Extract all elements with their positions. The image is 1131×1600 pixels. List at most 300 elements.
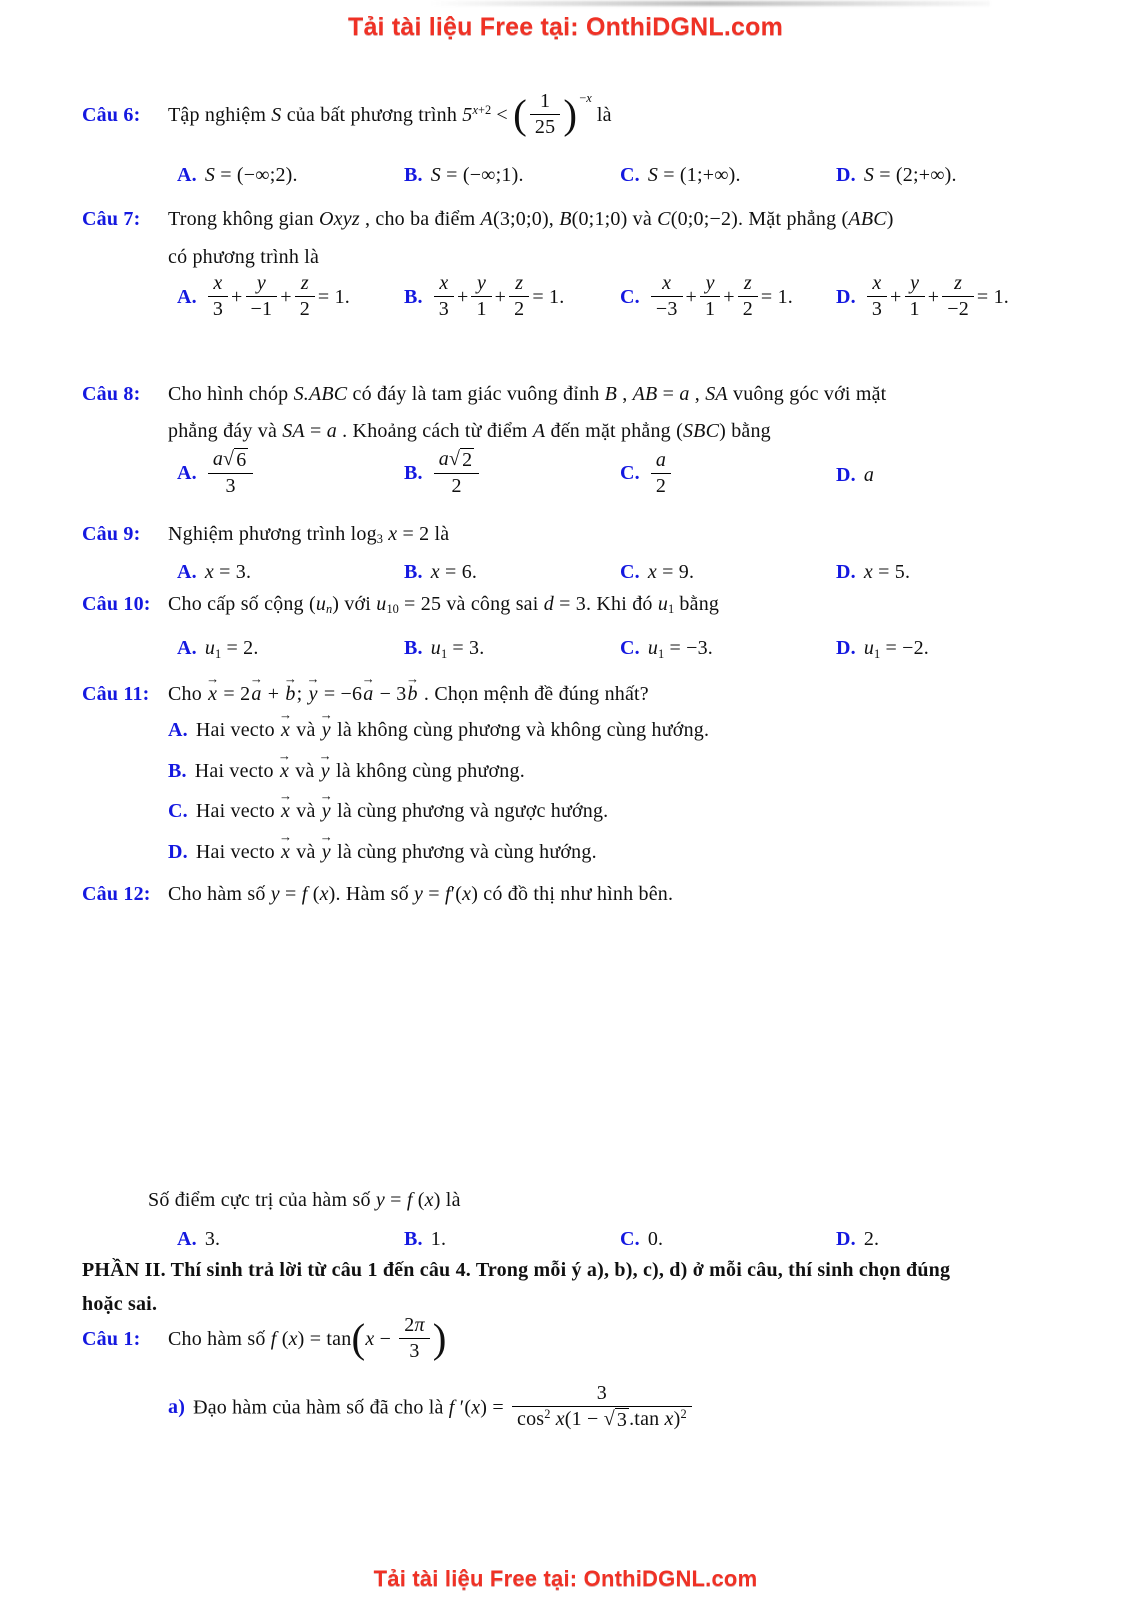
fraction-denominator — [471, 297, 491, 321]
math-vector — [278, 828, 293, 866]
math-var: x — [319, 883, 329, 905]
text-run: đến mặt phẳng — [545, 420, 677, 442]
text-run: bằng — [726, 420, 771, 442]
scan-artifact — [430, 1, 990, 6]
fraction-numerator — [295, 272, 315, 297]
text-run: có đồ thị như hình bên. — [478, 883, 674, 905]
fraction-denominator — [905, 297, 925, 321]
text-run: vuông góc với mặt — [727, 383, 887, 405]
text-run: ′( — [454, 1396, 472, 1419]
text-run: ) — [328, 883, 336, 905]
math-var: C — [657, 208, 671, 230]
vector-arrow-icon: → — [278, 828, 293, 844]
math-var: y — [321, 719, 331, 741]
text-run: 2. — [863, 1228, 880, 1251]
text-run: PHẦN II. Thí sinh trả lời từ câu 1 đến câu 4. Trong mỗi ý a), b), c), d) ở mỗi câu, thí sinh chọn đúng — [82, 1259, 951, 1281]
math-var: u — [430, 637, 441, 660]
math-var: y — [375, 1189, 385, 1211]
radicand — [234, 448, 248, 471]
radical-sign-icon: √ — [223, 448, 235, 471]
text-run: = (1;+∞). — [658, 164, 741, 187]
option-B — [404, 274, 620, 323]
math-var: b — [285, 683, 296, 705]
open-paren: ( — [351, 1314, 366, 1361]
math-vector — [283, 670, 298, 708]
option-C — [620, 558, 836, 586]
question-cau8 — [0, 380, 1131, 408]
math-var: x — [281, 841, 291, 863]
options-cau6 — [177, 160, 957, 189]
text-run: = (2;+∞). — [874, 164, 957, 187]
fraction-denominator — [246, 297, 278, 321]
math-var: A — [480, 208, 493, 230]
text-run: . Hàm số — [335, 883, 414, 905]
math-var: B — [604, 383, 618, 405]
math-var: a — [863, 463, 875, 486]
question-text — [168, 380, 1131, 408]
radicand — [460, 448, 474, 471]
fraction-denominator — [738, 297, 758, 321]
text-run: bằng — [674, 593, 720, 615]
text-run: (3;0;0), — [492, 208, 560, 230]
text-run: 3 — [438, 298, 449, 321]
fraction-numerator — [512, 1382, 692, 1407]
text-run: = −6 — [318, 683, 363, 705]
text-run: và — [291, 800, 321, 822]
question-text — [168, 670, 1131, 708]
text-run: ( — [307, 883, 320, 905]
option-D — [836, 274, 1009, 323]
question-label: Câu 1: — [82, 1328, 141, 1351]
text-run: 1. — [430, 1228, 447, 1251]
text-run: (0;0;−2) — [670, 208, 739, 230]
math-var: x — [430, 561, 440, 584]
text-run: = 1. — [760, 286, 793, 309]
math-var: x — [863, 561, 873, 584]
statement-p2-cau1-a — [168, 1384, 695, 1433]
math-sqrt — [223, 448, 248, 471]
text-run: 1 — [215, 646, 222, 661]
text-run: ) — [719, 420, 726, 442]
text-run: Đạo hàm của hàm số đã cho là — [193, 1396, 449, 1419]
text-run: = 1. — [317, 286, 350, 309]
question-label: Câu 10: — [82, 593, 151, 615]
text-run: 3 — [616, 1409, 628, 1432]
text-run: là cùng phương và ngược hướng. — [331, 800, 609, 822]
text-run: 3 — [212, 298, 224, 321]
text-run: (0;1;0) — [571, 208, 628, 230]
question-cau12 — [0, 880, 1131, 908]
math-var: S — [647, 164, 659, 187]
option-letter: B. — [404, 561, 423, 584]
math-var: SA — [282, 420, 305, 442]
option-letter: C. — [620, 637, 640, 660]
text-run: = −3. — [664, 637, 714, 660]
option-letter: C. — [168, 800, 188, 822]
fraction-numerator — [509, 272, 529, 297]
math-fraction — [434, 272, 454, 321]
text-run: 2 — [299, 298, 310, 321]
math-vector — [318, 747, 332, 785]
question-label: Câu 11: — [82, 683, 150, 705]
text-run: ( — [412, 1189, 425, 1211]
fraction-denominator — [867, 297, 887, 321]
option-letter: A. — [177, 561, 197, 584]
option-letter: A. — [177, 637, 197, 660]
math-var: f — [270, 1328, 277, 1351]
math-var: a — [326, 420, 337, 442]
math-fraction — [471, 272, 491, 321]
math-var: b — [407, 683, 418, 705]
math-var: B — [559, 208, 572, 230]
option-letter: C. — [620, 1228, 640, 1251]
text-run: + — [685, 286, 698, 309]
option-A — [177, 634, 404, 662]
math-var: f — [448, 1396, 455, 1419]
text-run: 2 — [655, 474, 667, 497]
subscript — [215, 647, 221, 661]
math-var: S — [204, 164, 216, 187]
text-run: +2 — [477, 102, 492, 117]
text-run: = 5. — [872, 561, 911, 584]
text-run: + — [927, 286, 940, 309]
option-letter: C. — [620, 286, 640, 309]
math-var: S.ABC — [293, 383, 348, 405]
math-fraction — [651, 449, 671, 498]
math-var: A — [532, 420, 546, 442]
option-letter: D. — [836, 463, 856, 486]
fraction-numerator — [208, 272, 228, 297]
text-run: = 1. — [532, 286, 565, 309]
text-run: + — [723, 286, 735, 309]
text-run: 3 — [596, 1382, 607, 1405]
math-var: a — [363, 683, 374, 705]
fraction-denominator — [942, 297, 974, 321]
footer-banner-text: Tải tài liệu Free tại: OnthiDGNL.com — [373, 1566, 758, 1591]
text-run: 3 — [376, 532, 383, 547]
math-vector — [319, 787, 334, 825]
math-var: a — [251, 683, 262, 705]
options-cau9 — [177, 557, 910, 586]
option-letter: A. — [177, 286, 197, 309]
text-run: = 3. Khi đó — [553, 593, 658, 615]
math-vector — [278, 706, 293, 744]
fraction-numerator — [651, 449, 671, 474]
text-run: là cùng phương và cùng hướng. — [331, 841, 597, 863]
math-fraction — [208, 272, 228, 321]
option-letter: D. — [836, 561, 856, 584]
option-B — [404, 634, 620, 662]
question-cau10 — [0, 590, 1131, 618]
math-var: x — [664, 1408, 674, 1431]
math-fraction — [905, 272, 925, 321]
math-var: z — [954, 272, 963, 295]
math-var: f — [444, 883, 451, 905]
text-run: và — [291, 719, 321, 741]
option-letter: A. — [177, 1228, 197, 1251]
math-var: x — [288, 1328, 298, 1351]
math-var: a — [212, 448, 224, 471]
math-var: S — [430, 164, 441, 187]
math-var: x — [208, 683, 218, 705]
math-var: x — [462, 883, 472, 905]
math-var: y — [320, 760, 330, 782]
math-fraction — [295, 272, 315, 321]
fraction-denominator — [512, 1407, 692, 1431]
question-text — [168, 880, 1131, 908]
math-vector — [361, 670, 376, 708]
vector-arrow-icon: → — [319, 828, 334, 844]
text-run: 10 — [386, 602, 399, 617]
math-var: x — [279, 760, 290, 782]
superscript — [579, 91, 592, 105]
text-run: 0. — [647, 1228, 664, 1251]
text-run: − 3 — [374, 683, 407, 705]
text-run: −1 — [250, 298, 273, 321]
math-var: d — [543, 593, 554, 615]
math-vector — [205, 670, 220, 708]
math-var: x — [471, 1396, 481, 1419]
text-run: ; — [296, 683, 308, 705]
text-run: = −2. — [880, 637, 930, 660]
option-letter: C. — [620, 561, 640, 584]
question-p2-cau1 — [0, 1316, 1131, 1365]
math-sqrt — [449, 448, 474, 471]
text-run: và — [291, 841, 321, 863]
text-run: = — [657, 383, 680, 405]
text-run: + — [262, 683, 285, 705]
text-run: với — [339, 593, 377, 615]
math-var: u — [647, 637, 659, 660]
option-letter: B. — [404, 637, 423, 660]
math-var: u — [863, 637, 875, 660]
header-banner-text: Tải tài liệu Free tại: OnthiDGNL.com — [347, 13, 784, 41]
text-run: có phương trình là — [168, 246, 320, 268]
text-run: + — [456, 286, 469, 309]
math-fraction — [700, 272, 720, 321]
text-run: của bất phương trình — [281, 104, 463, 127]
vector-arrow-icon: → — [278, 706, 293, 722]
question-label: Câu 9: — [82, 523, 141, 545]
option-cau11-a — [168, 706, 710, 744]
option-D — [836, 634, 929, 662]
text-run: là — [440, 1189, 461, 1211]
subscript — [668, 602, 674, 616]
math-var: x — [281, 719, 291, 741]
math-fraction — [208, 448, 254, 497]
option-B — [404, 558, 620, 586]
fraction-denominator — [434, 297, 454, 321]
text-run: 6 — [236, 449, 247, 472]
text-run: = 6. — [439, 561, 478, 584]
math-var: x — [281, 800, 291, 822]
fraction-numerator — [471, 272, 491, 297]
subscript — [658, 647, 664, 661]
math-var: y — [477, 272, 487, 295]
math-var: SA — [705, 383, 728, 405]
option-cau11-c — [168, 787, 609, 825]
text-run: . Khoảng cách từ điểm — [336, 420, 533, 442]
math-fraction — [399, 1314, 429, 1363]
text-run: = (−∞;1). — [440, 164, 524, 187]
section-phan2-line1 — [82, 1256, 950, 1284]
text-run: ) — [673, 1408, 681, 1431]
text-run: Trong không gian — [168, 208, 320, 230]
option-C — [620, 274, 836, 323]
math-var: a — [655, 448, 667, 471]
text-run: . Mặt phẳng — [738, 208, 842, 230]
text-run: 2 — [680, 1406, 687, 1421]
question-text — [168, 205, 1131, 233]
option-letter: B. — [168, 760, 187, 782]
fraction-numerator — [530, 90, 560, 115]
text-run: = tan — [304, 1328, 352, 1351]
math-vector — [319, 828, 334, 866]
text-run: Nghiệm phương trình log — [168, 523, 377, 545]
fraction-numerator — [651, 272, 683, 297]
header-banner — [0, 13, 1131, 42]
math-var: x — [204, 561, 214, 584]
math-var: Oxyz — [319, 208, 360, 230]
text-run: 1 — [476, 298, 487, 321]
fraction-denominator — [530, 115, 560, 139]
vector-arrow-icon: → — [277, 747, 292, 763]
text-run: , — [689, 383, 706, 405]
text-run: 2 — [404, 1314, 415, 1337]
math-var: y — [910, 272, 920, 295]
math-var: AB — [632, 383, 658, 405]
text-run: 1 — [540, 90, 551, 113]
option-D — [836, 161, 957, 189]
option-C — [620, 634, 836, 662]
vector-arrow-icon: → — [319, 787, 334, 803]
fraction-numerator — [246, 272, 278, 297]
text-run: − — [374, 1328, 397, 1351]
option-letter: B. — [404, 286, 423, 309]
option-letter: D. — [168, 841, 188, 863]
subscript — [874, 647, 880, 661]
text-run: là — [591, 104, 612, 127]
text-run: ) — [886, 208, 894, 230]
radical-sign-icon: √ — [448, 448, 461, 471]
text-run: Hai vecto — [195, 719, 281, 741]
math-var: z — [300, 272, 309, 295]
math-sqrt — [604, 1408, 629, 1431]
option-D — [836, 558, 910, 586]
text-run: ( — [276, 1328, 289, 1351]
text-run: Tập nghiệm — [168, 104, 272, 127]
text-run: + — [231, 286, 243, 309]
math-vector — [405, 670, 420, 708]
text-run: 3 — [871, 298, 883, 321]
text-run: 3. — [204, 1228, 221, 1251]
subscript — [441, 647, 447, 661]
math-vector — [278, 787, 293, 825]
math-var: n — [326, 602, 333, 617]
math-var: a — [438, 448, 449, 471]
option-letter: B. — [404, 164, 423, 187]
text-run: = 2. — [221, 637, 259, 660]
math-var: x — [662, 272, 672, 295]
math-fraction — [434, 448, 480, 497]
subscript — [386, 602, 398, 616]
text-run: < — [491, 104, 514, 127]
fraction-numerator — [700, 272, 720, 297]
vector-arrow-icon: → — [318, 747, 332, 763]
superscript — [472, 103, 491, 117]
section-phan2-line2 — [82, 1290, 157, 1318]
text-run: ) — [332, 593, 340, 615]
text-run: 1 — [705, 298, 716, 321]
question-text — [168, 520, 1131, 548]
text-run: = — [304, 420, 327, 442]
text-run: Cho — [168, 683, 208, 705]
option-letter: B. — [404, 462, 423, 485]
options-cau12 — [177, 1224, 879, 1253]
footer-banner — [0, 1566, 1131, 1592]
option-letter: a) — [168, 1396, 186, 1419]
text-run: là không cùng phương. — [330, 760, 525, 782]
text-run: + — [494, 286, 507, 309]
options-cau8 — [177, 450, 874, 499]
superscript — [544, 1407, 550, 1421]
text-run: = (−∞;2). — [215, 164, 298, 187]
math-var: z — [743, 272, 752, 295]
text-run: Hai vecto — [194, 760, 279, 782]
math-var: f — [406, 1189, 413, 1211]
text-run: −3 — [655, 298, 678, 321]
text-run: = 9. — [656, 561, 695, 584]
option-C — [620, 161, 836, 189]
math-var: S — [863, 164, 875, 187]
text-run: −2 — [947, 298, 969, 321]
open-paren: ( — [513, 90, 527, 137]
question-cau9 — [0, 520, 1131, 548]
math-var: y — [308, 683, 318, 705]
text-run: 1 — [874, 646, 881, 661]
text-run: và — [627, 208, 658, 230]
option-A — [177, 450, 404, 499]
vector-arrow-icon: → — [278, 787, 293, 803]
radicand — [615, 1408, 629, 1431]
option-letter: D. — [836, 1228, 856, 1251]
math-var: x — [872, 272, 882, 295]
vector-arrow-icon: → — [319, 706, 334, 722]
text-run: , — [617, 383, 633, 405]
text-run: Số điểm cực trị của hàm số — [148, 1189, 376, 1211]
text-run: Cho hàm số — [168, 1328, 271, 1351]
math-var: y — [256, 272, 266, 295]
text-run: Cho cấp số cộng — [168, 593, 309, 615]
question-label: Câu 6: — [82, 104, 141, 127]
option-letter: D. — [836, 286, 856, 309]
text-run: 2 — [514, 298, 525, 321]
vector-arrow-icon: → — [405, 670, 420, 686]
fraction-denominator — [399, 1339, 429, 1363]
text-run: .tan — [629, 1408, 665, 1431]
text-run: − — [579, 90, 587, 105]
math-var: 5 — [462, 104, 473, 127]
option-letter: A. — [168, 719, 188, 741]
text-run: ( — [308, 593, 316, 615]
vector-arrow-icon: → — [205, 670, 220, 686]
math-fraction — [512, 1382, 692, 1431]
fraction-numerator — [867, 272, 887, 297]
math-var: x — [647, 561, 657, 584]
question-cau12-continuation — [148, 1186, 461, 1214]
math-var: a — [679, 383, 690, 405]
option-B — [404, 450, 620, 499]
